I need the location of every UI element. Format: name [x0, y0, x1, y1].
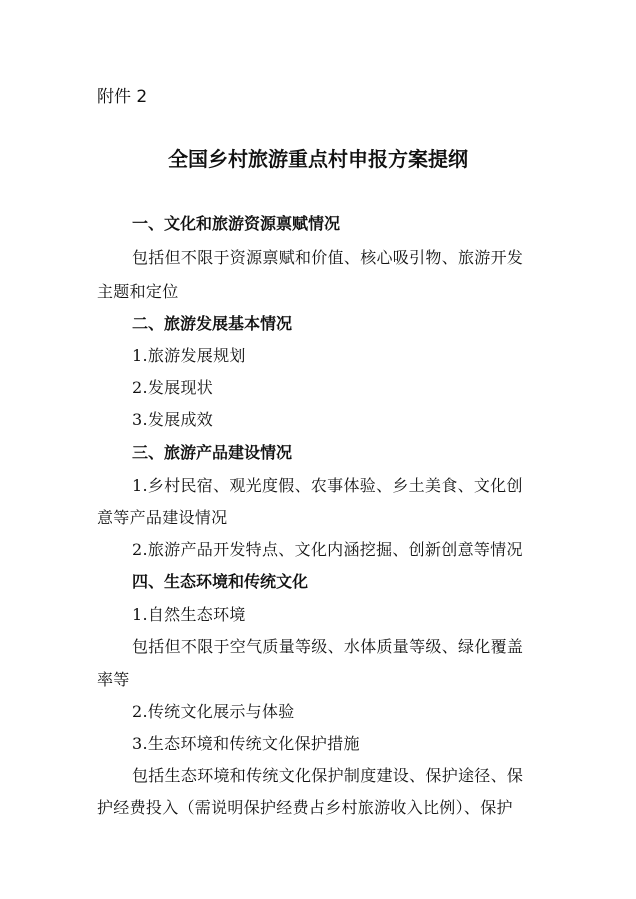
section-heading-4: 四、生态环境和传统文化	[132, 572, 309, 591]
section-4-line-1: 1.自然生态环境	[132, 605, 246, 624]
section-4-line-5: 3.生态环境和传统文化保护措施	[132, 734, 360, 753]
section-2-line-2: 2.发展现状	[132, 378, 214, 397]
section-1-line-2: 主题和定位	[97, 282, 179, 301]
section-heading-2: 二、旅游发展基本情况	[132, 314, 293, 333]
section-4-line-6: 包括生态环境和传统文化保护制度建设、保护途径、保	[132, 766, 524, 785]
section-2-line-3: 3.发展成效	[132, 410, 214, 429]
document-title: 全国乡村旅游重点村申报方案提纲	[168, 147, 468, 171]
section-1-line-1: 包括但不限于资源禀赋和价值、核心吸引物、旅游开发	[132, 248, 524, 267]
section-2-line-1: 1.旅游发展规划	[132, 346, 246, 365]
section-4-line-4: 2.传统文化展示与体验	[132, 702, 295, 721]
section-3-line-3: 2.旅游产品开发特点、文化内涵挖掘、创新创意等情况	[132, 540, 523, 559]
annex-label: 附件 2	[97, 87, 148, 107]
section-3-line-2: 意等产品建设情况	[97, 508, 228, 527]
section-4-line-3: 率等	[97, 670, 130, 689]
section-heading-3: 三、旅游产品建设情况	[132, 443, 293, 462]
section-4-line-7: 护经费投入（需说明保护经费占乡村旅游收入比例）、保护	[97, 798, 513, 817]
section-4-line-2: 包括但不限于空气质量等级、水体质量等级、绿化覆盖	[132, 637, 524, 656]
section-heading-1: 一、文化和旅游资源禀赋情况	[132, 214, 341, 233]
section-3-line-1: 1.乡村民宿、观光度假、农事体验、乡土美食、文化创	[132, 476, 523, 495]
